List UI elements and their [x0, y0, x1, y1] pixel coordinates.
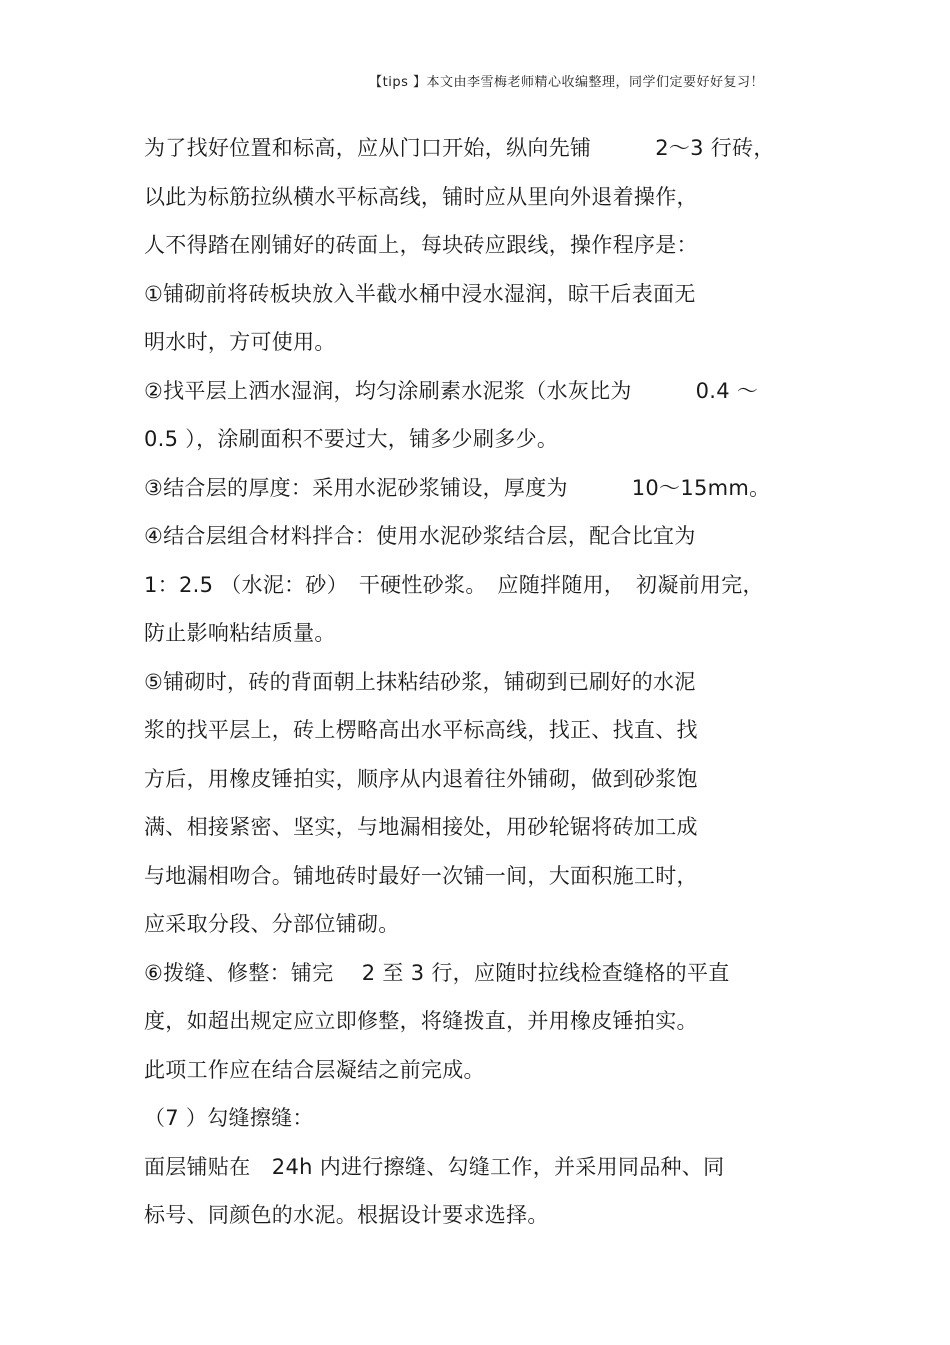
text-line: 为了找好位置和标高，应从门口开始，纵向先铺 2～3 行砖，	[144, 136, 775, 160]
text-line: ⑤铺砌时，砖的背面朝上抹粘结砂浆，铺砌到已刷好的水泥	[144, 669, 696, 694]
text-line: 以此为标筋拉纵横水平标高线，铺时应从里向外退着操作，	[144, 184, 698, 209]
text-line: 此项工作应在结合层凝结之前完成。	[144, 1057, 485, 1082]
text-line: 满、相接紧密、坚实，与地漏相接处，用砂轮锯将砖加工成	[144, 815, 698, 839]
text-line: ⑥拨缝、修整：铺完 2 至 3 行，应随时拉线检查缝格的平直	[144, 960, 730, 985]
text-line: （7 ）勾缝擦缝：	[144, 1106, 314, 1130]
text-line: 面层铺贴在 24h 内进行擦缝、勾缝工作，并采用同品种、同	[144, 1154, 725, 1179]
document-body	[144, 124, 824, 1240]
header-tip-note: 【tips 】本文由李雪梅老师精心收编整理，同学们定要好好复习！	[369, 75, 764, 90]
text-line: 明水时，方可使用。	[144, 330, 336, 354]
text-line: 度，如超出规定应立即修整，将缝拨直，并用橡皮锤拍实。	[144, 1009, 698, 1033]
text-line: 方后，用橡皮锤拍实，顺序从内退着往外铺砌，做到砂浆饱	[144, 766, 698, 791]
text-line: ①铺砌前将砖板块放入半截水桶中浸水湿润，晾干后表面无	[144, 281, 696, 306]
text-line: ②找平层上洒水湿润，均匀涂刷素水泥浆（水灰比为 0.4 ～	[144, 378, 759, 403]
text-line: 人不得踏在刚铺好的砖面上，每块砖应跟线，操作程序是：	[144, 233, 698, 257]
text-line: ③结合层的厚度：采用水泥砂浆铺设，厚度为 10～15mm。	[144, 475, 771, 500]
text-line: 1：2.5 （水泥：砂） 干硬性砂浆。 应随拌随用， 初凝前用完，	[144, 572, 764, 597]
text-line: 应采取分段、分部位铺砌。	[144, 912, 400, 936]
text-line: 标号、同颜色的水泥。根据设计要求选择。	[144, 1203, 549, 1227]
text-line: 与地漏相吻合。铺地砖时最好一次铺一间，大面积施工时，	[144, 863, 698, 888]
text-line: 浆的找平层上，砖上楞略高出水平标高线，找正、找直、找	[144, 718, 698, 742]
text-line: ④结合层组合材料拌合：使用水泥砂浆结合层，配合比宜为	[144, 524, 696, 548]
text-line: 防止影响粘结质量。	[144, 621, 336, 645]
text-line: 0.5 ），涂刷面积不要过大，铺多少刷多少。	[144, 427, 559, 451]
